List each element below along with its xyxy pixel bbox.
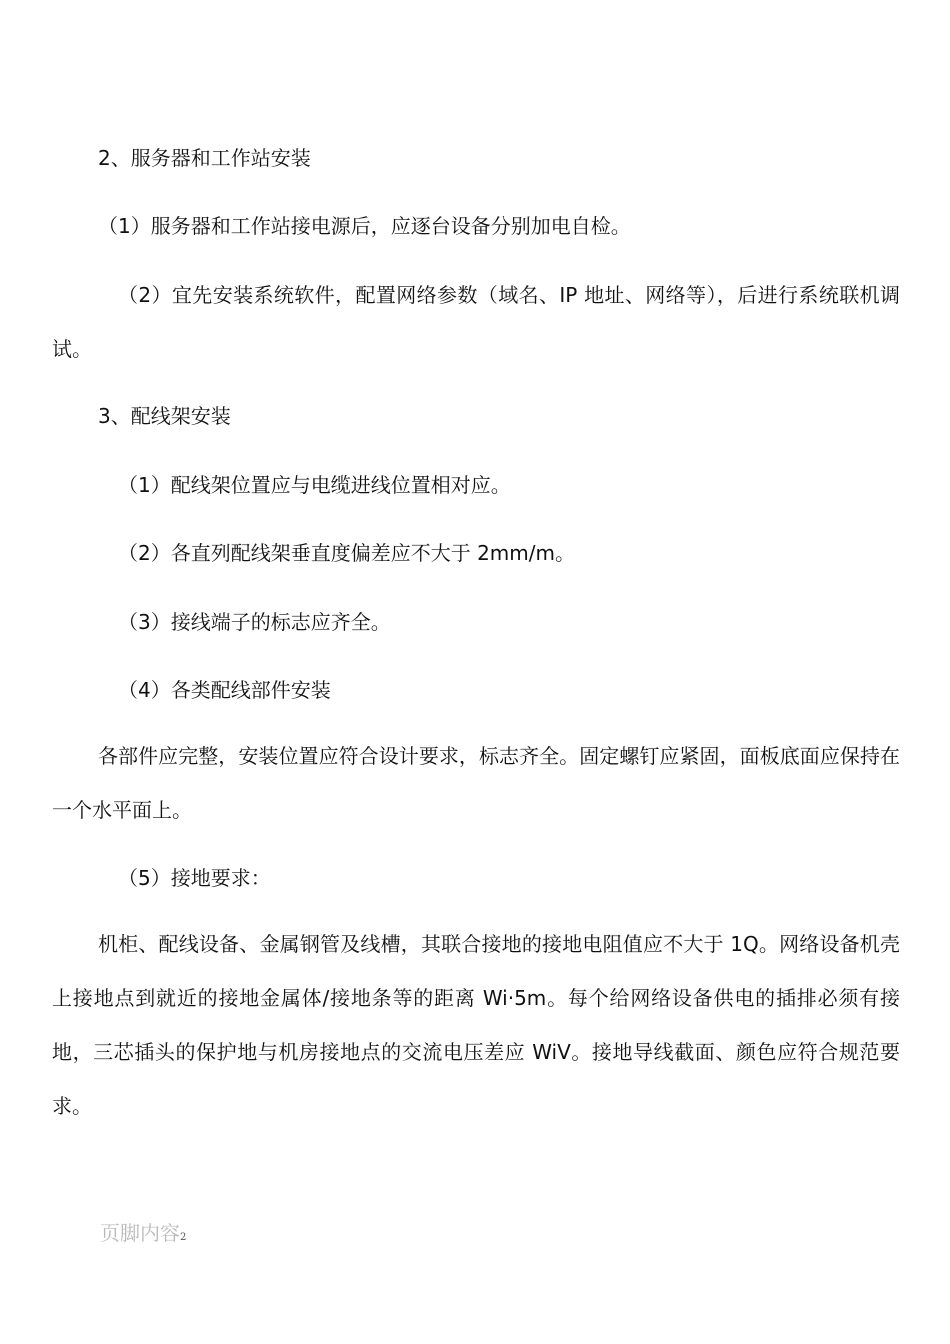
section-2-heading: 2、服务器和工作站安装 (98, 146, 311, 170)
footer-label: 页脚内容 (100, 1221, 180, 1245)
section-3-item-1: （1）配线架位置应与电缆进线位置相对应。 (118, 473, 511, 497)
section-3-item-3: （3）接线端子的标志应齐全。 (118, 610, 391, 634)
section-3-item-5: （5）接地要求： (118, 866, 271, 890)
section-3-item-5-body: 机柜、配线设备、金属钢管及线槽，其联合接地的接地电阻值应不大于 1Q。网络设备机壳上接地点到就近的接地金属体/接地条等的距离 Wi·5m。每个给网络设备供电的插排必须有接地，三芯插头的保护地与机房接地点的交流电压差应 WiV。接地导线截面、颜色应符合规范要求。 (52, 932, 900, 1118)
section-2-item-1: （1）服务器和工作站接电源后，应逐台设备分别加电自检。 (98, 214, 631, 238)
section-3-item-2: （2）各直列配线架垂直度偏差应不大于 2mm/m。 (118, 541, 575, 565)
section-3-heading: 3、配线架安装 (98, 404, 231, 428)
section-3-item-4: （4）各类配线部件安装 (118, 678, 331, 702)
section-3-item-4-body: 各部件应完整，安装位置应符合设计要求，标志齐全。固定螺钉应紧固，面板底面应保持在一个水平面上。 (52, 744, 900, 822)
page-footer (100, 1218, 186, 1253)
page-number: 2 (180, 1232, 187, 1243)
section-2-item-2: （2）宜先安装系统软件，配置网络参数（域名、IP 地址、网络等），后进行系统联机调试。 (52, 283, 900, 361)
